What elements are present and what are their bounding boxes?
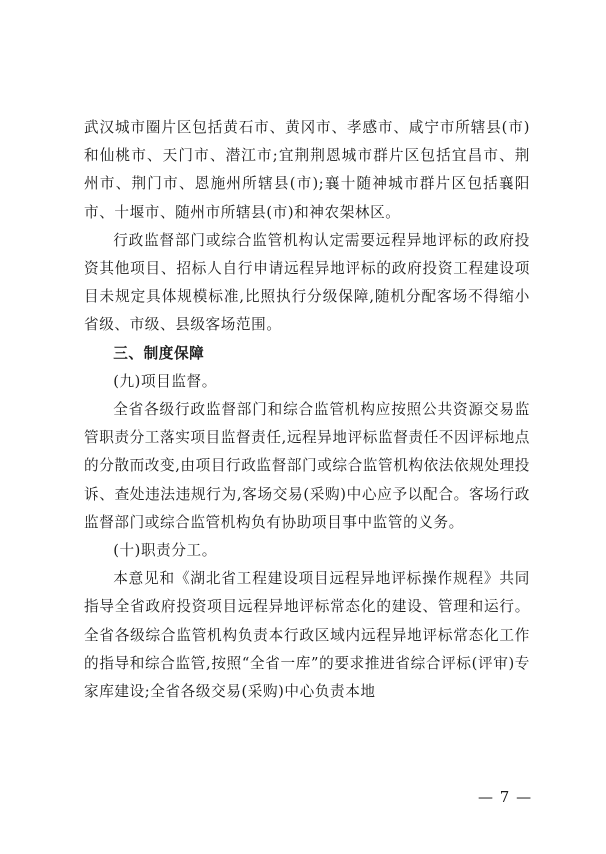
paragraph-region-scope: 武汉城市圈片区包括黄石市、黄冈市、孝感市、咸宁市所辖县(市)和仙桃市、天门市、潜江市;宜荆荆恩城市群片区包括宜昌市、荆州市、荆门市、恩施州所辖县(市);襄十随神城市群片区包括襄阳市、十堰市、随州市所辖县(市)和神农架林区。 (84, 119, 530, 221)
paragraph-other-projects: 行政监督部门或综合监管机构认定需要远程异地评标的政府投资其他项目、招标人自行申请远程异地评标的政府投资工程建设项目未规定具体规模标准,比照执行分级保障,随机分配客场不得缩小省级、市级、县级客场范围。 (84, 231, 530, 334)
paragraph-responsibilities: 本意见和《湖北省工程建设项目远程异地评标操作规程》共同指导全省政府投资项目远程异地评标常态化的建设、管理和运行。全省各级综合监管机构负责本行政区域内远程异地评标常态化工作的指导和综合监管,按照“全省一库”的要求推进省综合评标(评审)专家库建设;全省各级交易(采购)中心负责本地 (84, 570, 530, 701)
page-number: — 7 — (478, 788, 533, 806)
paragraph-supervision-duties: 全省各级行政监督部门和综合监管机构应按照公共资源交易监管职责分工落实项目监督责任,远程异地评标监督责任不因评标地点的分散而改变,由项目行政监督部门或综合监管机构依法依规处理投诉、查处违法违规行为,客场交易(采购)中心应予以配合。客场行政监督部门或综合监管机构负有协助项目事中监管的义务。 (84, 401, 530, 531)
section-heading-institutional-guarantee: 三、制度保障 (113, 344, 205, 362)
document-body (84, 114, 530, 706)
subheading-responsibilities: (十)职责分工。 (113, 542, 217, 560)
subheading-project-supervision: (九)项目监督。 (113, 372, 217, 390)
